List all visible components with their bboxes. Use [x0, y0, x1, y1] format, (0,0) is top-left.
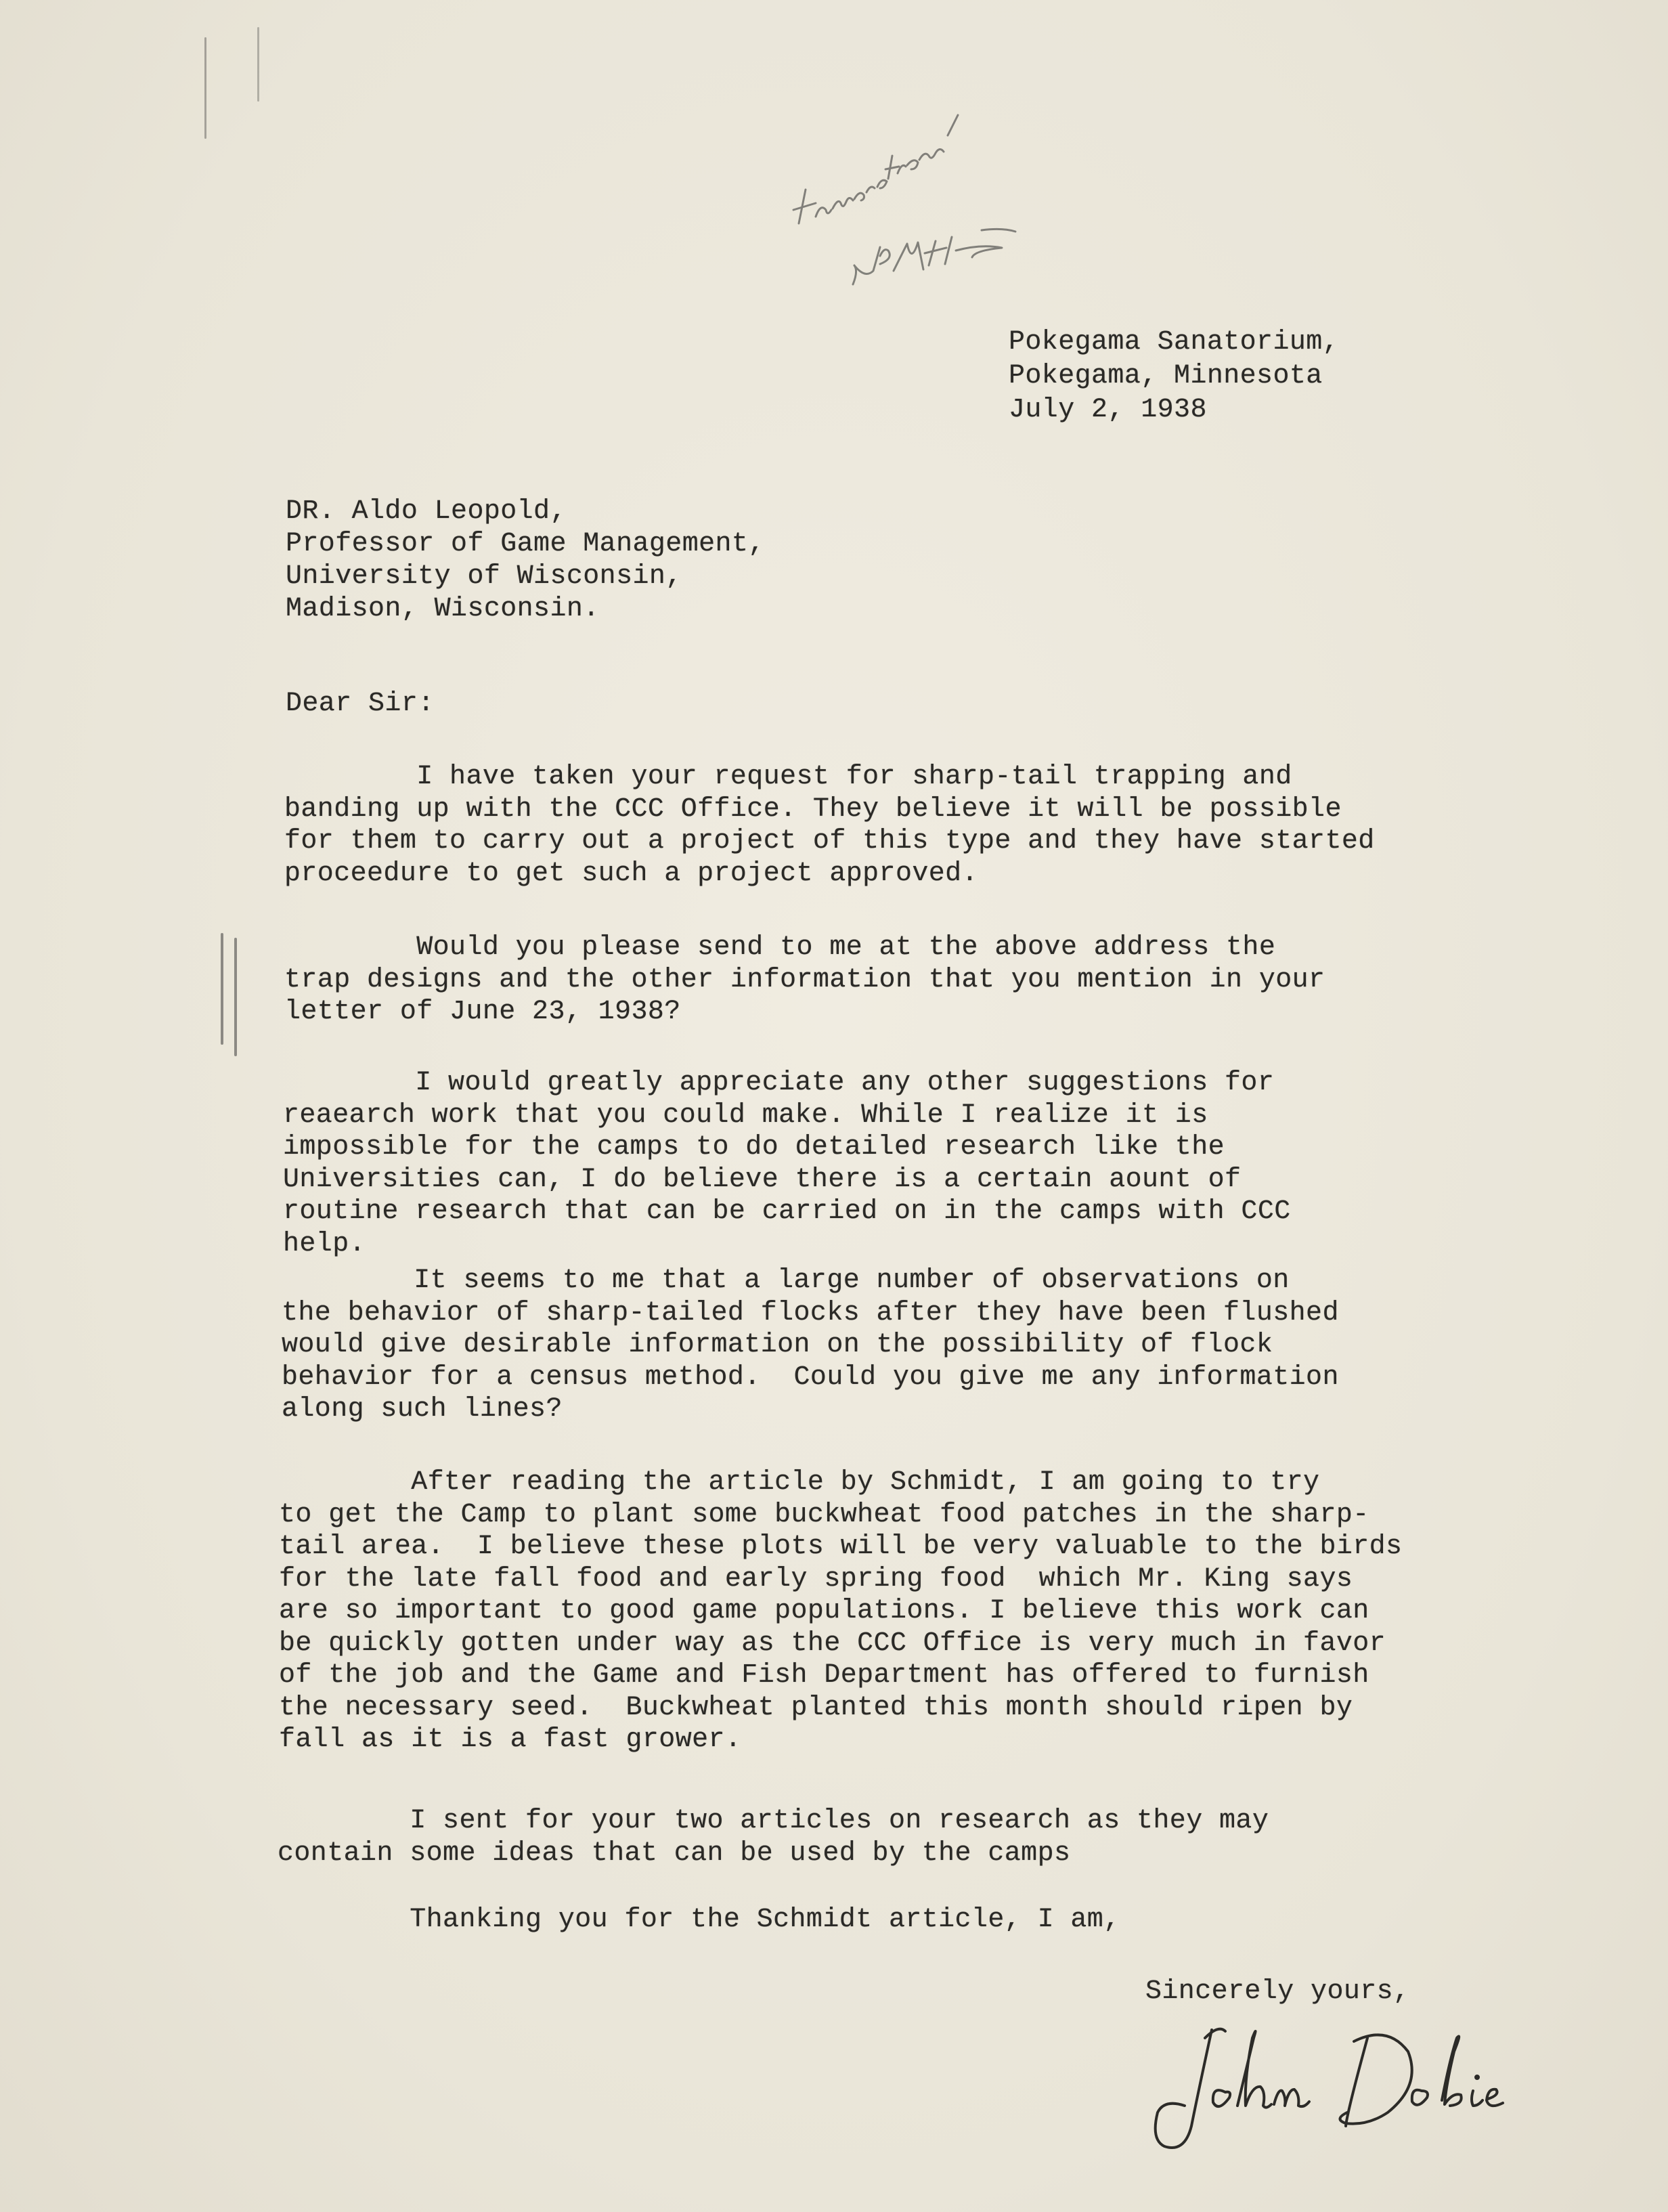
pencil-annotation-handwriting [778, 108, 1103, 305]
paragraph-line: the behavior of sharp-tailed flocks after they have been flushed [282, 1297, 1339, 1328]
paragraph-line: contain some ideas that can be used by the camps [278, 1838, 1071, 1869]
paragraph-line: letter of June 23, 1938? [284, 997, 681, 1027]
salutation: Dear Sir: [286, 689, 435, 719]
paragraph-line: I sent for your two articles on research as they may [278, 1806, 1269, 1836]
paragraph-line: for the late fall food and early spring food which Mr. King says [279, 1563, 1353, 1595]
recipient-line-1: DR. Aldo Leopold, [286, 496, 567, 527]
paragraph-line: It seems to me that a large number of observations on [282, 1265, 1290, 1296]
paragraph-line: banding up with the CCC Office. They believe it will be possible [284, 794, 1342, 825]
signature-handwriting [1144, 2011, 1537, 2167]
paragraph-line: would give desirable information on the possibility of flock [282, 1330, 1273, 1360]
body-paragraph-3 [283, 1067, 1291, 1260]
paragraph-line: along such lines? [282, 1394, 563, 1425]
paragraph-line: proceedure to get such a project approved. [284, 858, 978, 889]
paragraph-line: fall as it is a fast grower. [279, 1725, 742, 1755]
paragraph-line: are so important to good game populations. I believe this work can [279, 1596, 1369, 1626]
sender-address-line-2: Pokegama, Minnesota [1009, 361, 1323, 391]
closing: Sincerely yours, [1145, 1976, 1410, 2007]
paragraph-line: Thanking you for the Schmidt article, I am, [278, 1905, 1120, 1935]
paragraph-line: routine research that can be carried on in the camps with CCC [283, 1196, 1291, 1227]
top-margin-mark-right [257, 27, 259, 102]
recipient-line-3: University of Wisconsin, [286, 561, 682, 592]
paragraph-line: Would you please send to me at the above address the [284, 932, 1276, 963]
paragraph-line: be quickly gotten under way as the CCC Office is very much in favor [279, 1628, 1386, 1659]
body-paragraph-4 [282, 1265, 1339, 1426]
paragraph-line: I would greatly appreciate any other suggestions for [283, 1068, 1275, 1098]
body-paragraph-5 [279, 1467, 1402, 1756]
body-paragraph-6 [278, 1805, 1269, 1869]
recipient-line-2: Professor of Game Management, [286, 529, 765, 559]
paragraph-line: the necessary seed. Buckwheat planted this month should ripen by [279, 1692, 1353, 1723]
recipient-line-4: Madison, Wisconsin. [286, 594, 600, 624]
paragraph-line: Universities can, I do believe there is a certain aount of [283, 1164, 1242, 1195]
paragraph-line: reaearch work that you could make. While I realize it is [283, 1100, 1208, 1131]
body-paragraph-7 [278, 1904, 1120, 1936]
paragraph-line: impossible for the camps to do detailed research like the [283, 1132, 1225, 1163]
top-margin-mark-left [204, 37, 206, 139]
paragraph-line: After reading the article by Schmidt, I am going to try [279, 1467, 1320, 1498]
paragraph-line: trap designs and the other information that you mention in your [284, 964, 1325, 995]
paragraph-line: to get the Camp to plant some buckwheat food patches in the sharp- [279, 1499, 1369, 1530]
paragraph-line: behavior for a census method. Could you give me any information [282, 1362, 1339, 1393]
sidebar-mark-left [221, 933, 223, 1045]
body-paragraph-2 [284, 932, 1325, 1028]
letter-date: July 2, 1938 [1009, 395, 1207, 425]
sender-address-line-1: Pokegama Sanatorium, [1009, 327, 1340, 357]
body-paragraph-1 [284, 761, 1375, 890]
paragraph-line: tail area. I believe these plots will be very valuable to the birds [279, 1532, 1403, 1562]
paragraph-line: help. [283, 1228, 366, 1259]
sidebar-mark-right [234, 938, 237, 1056]
paragraph-line: of the job and the Game and Fish Department has offered to furnish [279, 1660, 1369, 1691]
paragraph-line: for them to carry out a project of this type and they have started [284, 826, 1375, 856]
paragraph-line: I have taken your request for sharp-tail trapping and [284, 762, 1292, 792]
